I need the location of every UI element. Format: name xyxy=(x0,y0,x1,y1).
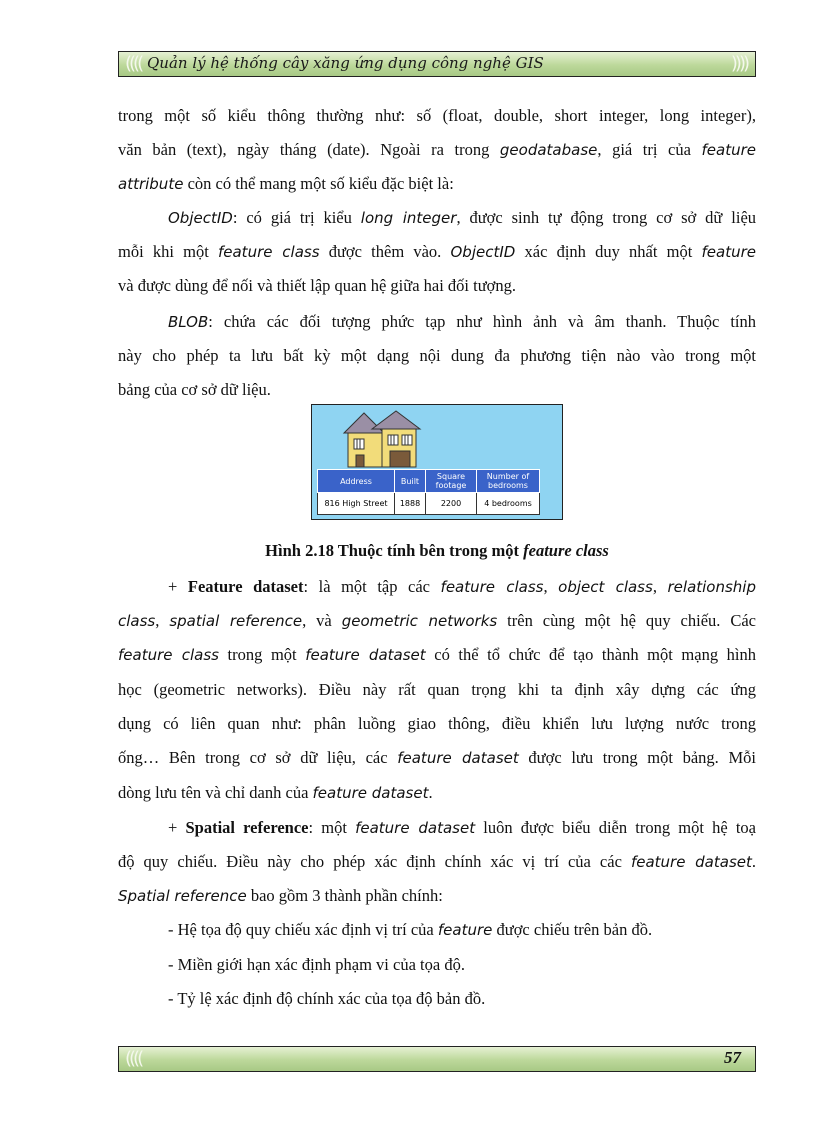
text-line xyxy=(168,577,756,597)
list-item xyxy=(168,955,756,975)
page-footer xyxy=(118,1046,756,1072)
caption-italic-text: feature class xyxy=(523,541,609,560)
text-run: , xyxy=(652,577,668,596)
text-line xyxy=(118,748,756,768)
column-header: Number of bedrooms xyxy=(477,470,540,493)
text-run: BLOB xyxy=(168,313,209,331)
text-run: relationship xyxy=(667,578,756,596)
decorative-rings-icon: (((( xyxy=(125,53,142,74)
text-run: feature class xyxy=(217,243,320,261)
text-line xyxy=(118,242,756,262)
page-number: 57 xyxy=(724,1048,741,1067)
text-run: trong một xyxy=(218,645,306,664)
text-run: long integer xyxy=(360,209,457,227)
house-icon xyxy=(342,409,424,469)
text-run: học (geometric networks). Điều này rất quan trọng khi ta định xây dựng các ứng xyxy=(118,680,756,699)
text-line xyxy=(118,276,756,296)
text-line xyxy=(118,346,756,366)
text-run: feature dataset xyxy=(305,646,426,664)
text-line xyxy=(118,106,756,126)
list-item xyxy=(168,920,756,940)
text-run: feature dataset xyxy=(630,853,752,871)
text-run: bảng của cơ sở dữ liệu. xyxy=(118,380,271,399)
text-line xyxy=(168,208,756,228)
text-run: độ quy chiếu. Điều này cho phép xác định chính xác vị trí của các xyxy=(118,852,631,871)
text-run: feature dataset xyxy=(355,819,476,837)
text-run: luôn được biểu diễn trong một hệ toạ xyxy=(475,818,757,837)
text-run: - Miền giới hạn xác định phạm vi của tọa độ. xyxy=(168,955,465,974)
text-run: object class xyxy=(558,578,653,596)
text-run: , và xyxy=(302,611,342,630)
text-run: geodatabase xyxy=(499,141,598,159)
text-line xyxy=(118,380,756,400)
text-run: ObjectID xyxy=(450,243,516,261)
text-line xyxy=(168,312,756,332)
text-run: được thêm vào. xyxy=(319,242,451,261)
text-line xyxy=(118,611,756,631)
text-run: feature xyxy=(701,141,756,159)
text-run: bao gồm 3 thành phần chính: xyxy=(246,886,443,905)
text-run: spatial reference xyxy=(169,612,303,630)
text-run: : là một tập các xyxy=(303,577,441,596)
column-header: Square footage xyxy=(426,470,477,493)
text-line xyxy=(118,645,756,665)
text-run: ObjectID xyxy=(168,209,233,227)
header-title: Quản lý hệ thống cây xăng ứng dụng công nghệ GIS xyxy=(147,54,544,72)
text-run: attribute xyxy=(118,175,184,193)
table-header-row xyxy=(318,470,540,493)
table-cell: 4 bedrooms xyxy=(477,493,540,515)
text-run: được lưu trong một bảng. Mỗi xyxy=(518,748,756,767)
text-run: feature xyxy=(701,243,756,261)
text-run: Spatial reference xyxy=(185,818,309,837)
text-run: feature class xyxy=(440,578,544,596)
text-run: có thể tổ chức để tạo thành một mạng hình xyxy=(425,645,756,664)
text-run: : có giá trị kiểu xyxy=(232,208,361,227)
decorative-rings-icon: (((( xyxy=(125,1048,142,1069)
text-run: và được dùng để nối và thiết lập quan hệ giữa hai đối tượng. xyxy=(118,276,517,295)
table-cell: 1888 xyxy=(395,493,426,515)
text-line xyxy=(118,783,756,803)
text-line xyxy=(118,886,756,906)
text-run: mỗi khi một xyxy=(118,242,218,261)
feature-class-figure xyxy=(311,404,563,520)
column-header: Built xyxy=(395,470,426,493)
text-run: . xyxy=(751,852,756,871)
text-run: này cho phép ta lưu bất kỳ một dạng nội dung đa phương tiện nào vào trong một xyxy=(118,346,756,365)
text-run: : một xyxy=(308,818,356,837)
text-run: văn bản (text), ngày tháng (date). Ngoài ra trong xyxy=(118,140,500,159)
caption-text: Hình 2.18 Thuộc tính bên trong một xyxy=(265,541,524,560)
figure-caption xyxy=(118,541,756,561)
text-run: . xyxy=(428,783,433,802)
text-run: - Tỷ lệ xác định độ chính xác của tọa độ bản đồ. xyxy=(168,989,486,1008)
text-run: + xyxy=(168,577,188,596)
page-header xyxy=(118,51,756,77)
attribute-table xyxy=(317,469,540,515)
text-run: + xyxy=(168,818,186,837)
text-run: ống… Bên trong cơ sở dữ liệu, các xyxy=(118,748,398,767)
text-run: feature dataset xyxy=(397,749,519,767)
text-line xyxy=(118,140,756,160)
text-line xyxy=(118,714,756,734)
text-run: , được sinh tự động trong cơ sở dữ liệu xyxy=(456,208,757,227)
text-line xyxy=(118,174,756,194)
text-run: còn có thể mang một số kiểu đặc biệt là: xyxy=(183,174,454,193)
text-run: được chiếu trên bản đồ. xyxy=(492,920,653,939)
text-line xyxy=(168,818,756,838)
column-header: Address xyxy=(318,470,395,493)
text-run: , giá trị của xyxy=(597,140,702,159)
table-cell: 2200 xyxy=(426,493,477,515)
table-cell: 816 High Street xyxy=(318,493,395,515)
text-run: feature class xyxy=(118,646,219,664)
text-run: Feature dataset xyxy=(187,577,304,596)
text-run: , xyxy=(155,611,170,630)
decorative-rings-icon: )))) xyxy=(730,53,747,74)
text-line xyxy=(118,680,756,700)
text-line xyxy=(118,852,756,872)
text-run: : chứa các đối tượng phức tạp như hình ảnh và âm thanh. Thuộc tính xyxy=(208,312,756,331)
text-run: Spatial reference xyxy=(118,887,247,905)
table-row xyxy=(318,493,540,515)
text-run: feature xyxy=(437,921,493,939)
text-run: dòng lưu tên và chỉ danh của xyxy=(118,783,313,802)
text-run: trong một số kiểu thông thường như: số (float, double, short integer, long integer), xyxy=(118,106,756,125)
text-run: geometric networks xyxy=(341,612,498,630)
text-run: class xyxy=(118,612,156,630)
text-run: dụng có liên quan như: phân luồng giao thông, điều khiển lưu lượng nước trong xyxy=(118,714,756,733)
text-run: - Hệ tọa độ quy chiếu xác định vị trí của xyxy=(168,920,438,939)
text-run: , xyxy=(543,577,559,596)
text-run: xác định duy nhất một xyxy=(515,242,702,261)
list-item xyxy=(168,989,756,1009)
text-run: feature dataset xyxy=(312,784,429,802)
text-run: trên cùng một hệ quy chiếu. Các xyxy=(497,611,756,630)
